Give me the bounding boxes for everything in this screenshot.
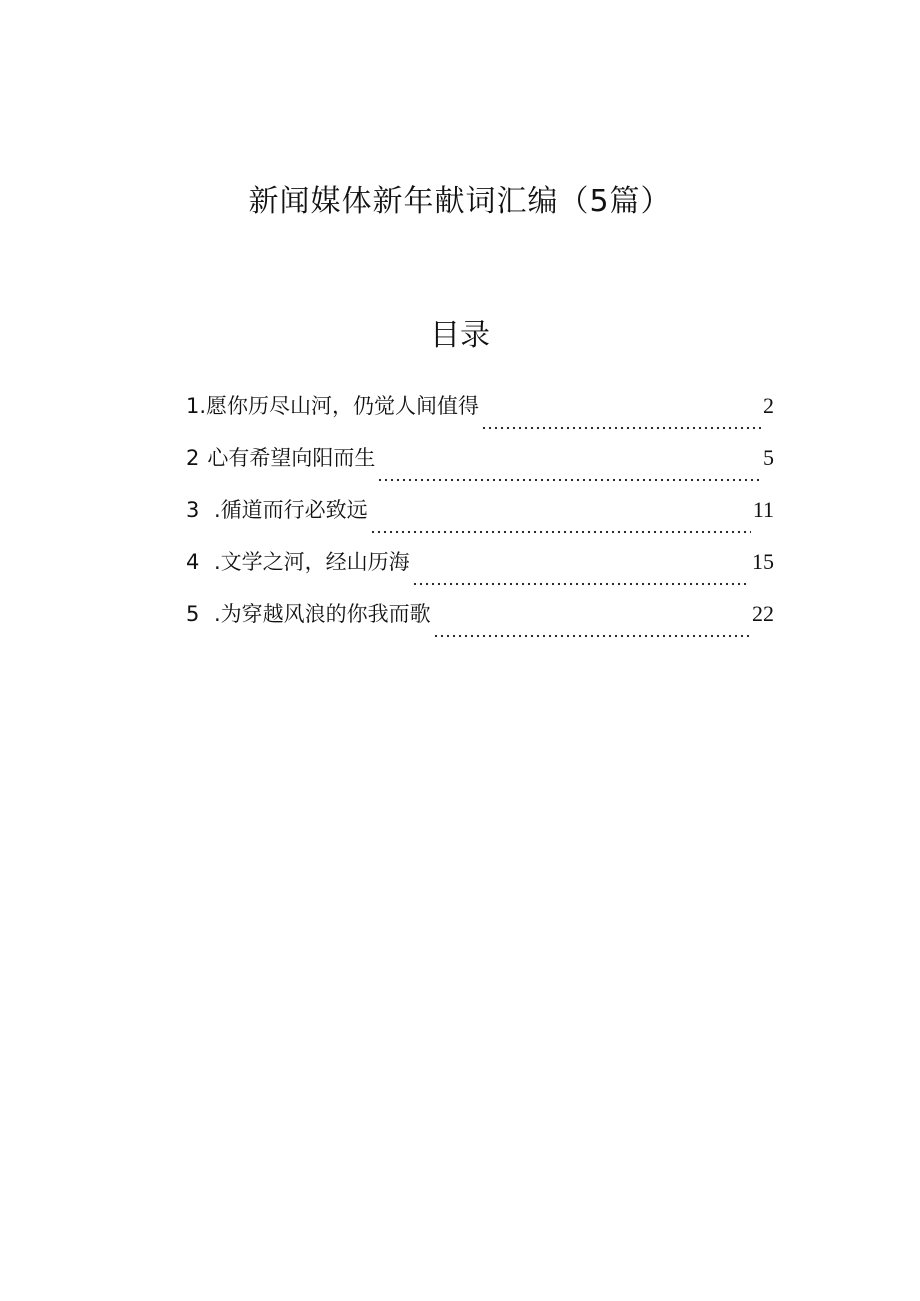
toc-entry-page: 5 (763, 445, 774, 470)
toc-entry-page: 2 (763, 393, 774, 418)
toc-entry-title: .为穿越风浪的你我而歌 (214, 602, 431, 626)
toc-entry-title: .文学之河，经山历海 (214, 550, 410, 574)
toc-entry[interactable] (186, 492, 774, 544)
toc-entry-title: 心有希望向阳而生 (207, 446, 376, 470)
toc-entry[interactable] (186, 544, 774, 596)
toc-dot-leader (433, 618, 750, 638)
toc-dot-leader (370, 514, 751, 534)
toc-entry-page: 15 (752, 549, 774, 574)
toc-entry-number: 5 (186, 602, 200, 626)
toc-dot-leader (481, 410, 761, 430)
toc-entry-number: 2 (186, 446, 200, 470)
toc-dot-leader (412, 566, 750, 586)
table-of-contents (186, 388, 774, 648)
toc-entry-page: 11 (752, 497, 774, 522)
toc-entry-page: 22 (752, 601, 774, 626)
toc-entry[interactable] (186, 440, 774, 492)
toc-heading: 目录 (430, 318, 490, 353)
toc-entry[interactable] (186, 388, 774, 440)
toc-entry-number: 4 (186, 550, 200, 574)
toc-entry-number: 3 (186, 498, 200, 522)
toc-entry-title: .循道而行必致远 (214, 498, 368, 522)
toc-entry[interactable] (186, 596, 774, 648)
toc-entry-number: 1. (186, 394, 207, 418)
toc-dot-leader (377, 462, 761, 482)
toc-entry-title: 愿你历尽山河，仍觉人间值得 (206, 394, 480, 418)
document-title: 新闻媒体新年献词汇编（5篇） (248, 184, 672, 219)
